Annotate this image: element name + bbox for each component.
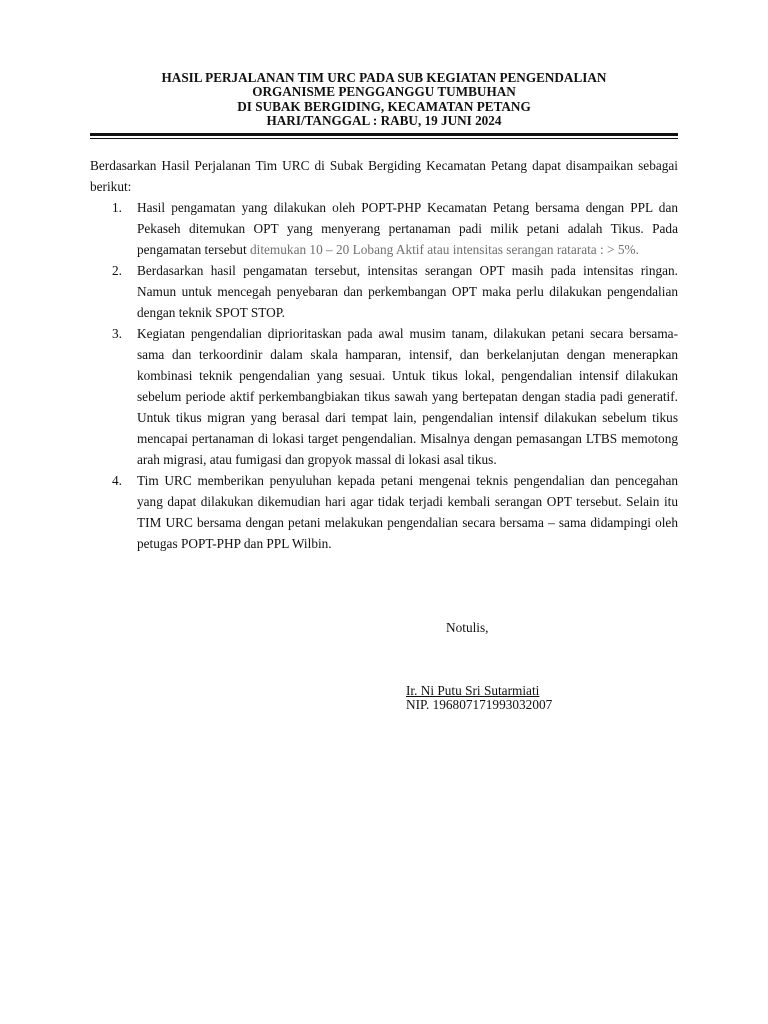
title-line-2: ORGANISME PENGGANGGU TUMBUHAN <box>252 84 516 100</box>
signatory-nip: NIP. 196807171993032007 <box>406 697 553 712</box>
intro-paragraph: Berdasarkan Hasil Perjalanan Tim URC di Subak Bergiding Kecamatan Petang dapat disampaikan sebagai berikut: <box>90 158 678 194</box>
list-text: Tim URC memberikan penyuluhan kepada petani mengenai teknis pengendalian dan pencegahan yang dapat dilakukan dikemudian hari agar tidak terjadi kembali serangan OPT tersebut. Selain itu TIM URC bersama dengan petani melakukan pengendalian secara bersama – sama didampingi oleh petugas POPT-PHP dan PPL Wilbin. <box>137 473 678 551</box>
header-rule-thick <box>90 133 678 136</box>
list-number: 4. <box>112 473 122 488</box>
list-text: Berdasarkan hasil pengamatan tersebut, intensitas serangan OPT masih pada intensitas ringan. Namun untuk mencegah penyebaran dan perkembangan OPT maka perlu dilakukan pengendalian dengan teknik SPOT STOP. <box>137 263 678 320</box>
title-line-1: HASIL PERJALANAN TIM URC PADA SUB KEGIATAN PENGENDALIAN <box>161 70 607 85</box>
title-line-3: DI SUBAK BERGIDING, KECAMATAN PETANG <box>237 98 531 114</box>
signatory-name: Ir. Ni Putu Sri Sutarmiati <box>406 683 540 698</box>
list-item <box>90 470 678 554</box>
list-number: 3. <box>112 326 122 341</box>
list-text-highlight: ditemukan 10 – 20 Lobang Aktif atau intensitas serangan ratarata : > 5%. <box>249 242 639 257</box>
list-item <box>90 260 678 323</box>
title-line-4: HARI/TANGGAL : RABU, 19 JUNI 2024 <box>266 113 502 129</box>
header-rule-thin <box>90 138 678 139</box>
findings-list <box>90 197 678 554</box>
signature-label: Notulis, <box>446 620 489 635</box>
list-number: 2. <box>112 263 122 278</box>
list-number: 1. <box>112 200 122 215</box>
list-item <box>90 197 678 260</box>
document-title <box>90 71 678 129</box>
list-text: Kegiatan pengendalian diprioritaskan pada awal musim tanam, dilakukan petani secara bersama-sama dan terkoordinir dalam skala hamparan, intensif, dan berkelanjutan dengan menerapkan kombinasi teknik pengendalian yang sesuai. Untuk tikus lokal, pengendalian intensif dilakukan sebelum periode aktif perkembangbiakan tikus sawah yang bertepatan dengan stadia padi generatif. Untuk tikus migran yang berasal dari tempat lain, pengendalian intensif dilakukan sebelum tikus mencapai pertanaman di lokasi target pengendalian. Misalnya dengan pemasangan LTBS memotong arah migrasi, atau fumigasi dan gropyok massal di lokasi asal tikus. <box>137 326 678 467</box>
list-item <box>90 323 678 470</box>
list-text: Hasil pengamatan yang dilakukan oleh POPT-PHP Kecamatan Petang bersama dengan PPL dan Pekaseh ditemukan OPT yang menyerang pertanaman padi milik petani adalah Tikus. Pada pengamatan tersebut <box>137 200 678 257</box>
